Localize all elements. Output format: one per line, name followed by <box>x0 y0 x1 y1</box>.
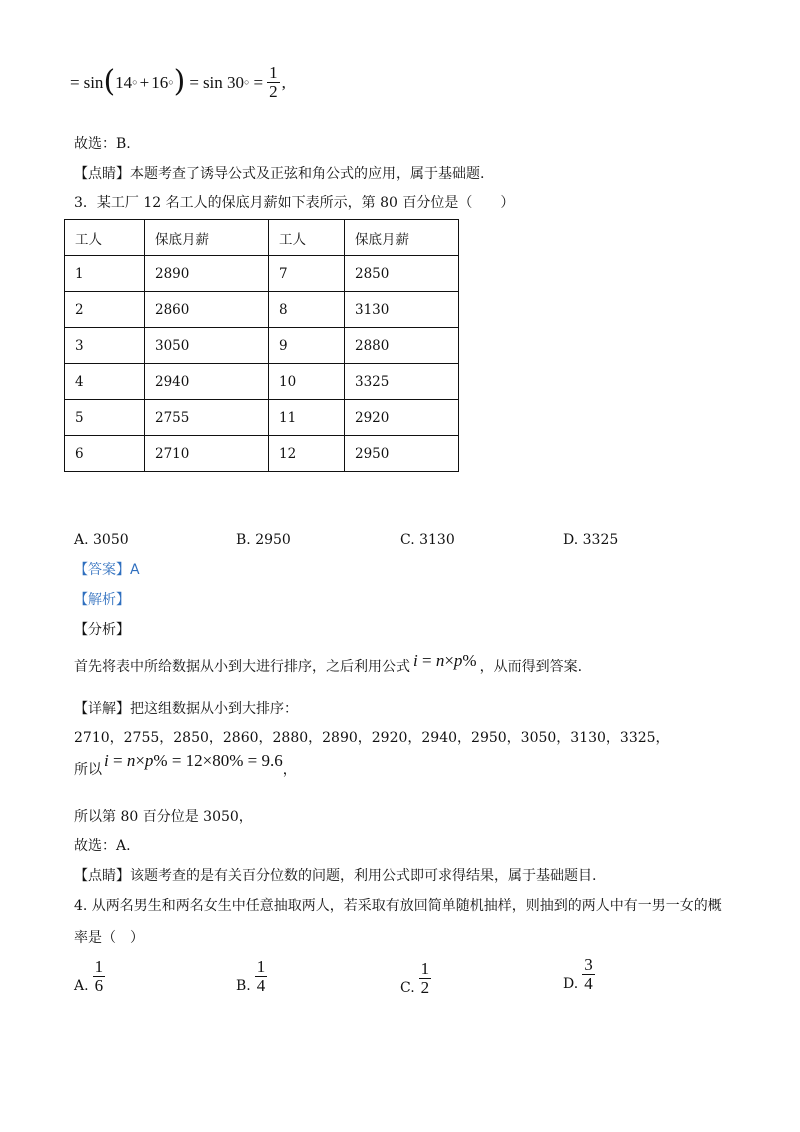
option-label: D. <box>563 975 579 992</box>
table-cell: 2860 <box>145 292 269 328</box>
table-header-cell: 工人 <box>269 220 345 256</box>
option-fraction <box>93 958 106 995</box>
equals-sign: = <box>189 72 199 92</box>
calc-line <box>74 751 297 778</box>
fenxi-text-pre: 首先将表中所给数据从小到大进行排序，之后利用公式 <box>74 658 410 675</box>
prev-choose: 故选：B. <box>74 136 131 152</box>
var-p: p <box>453 651 463 670</box>
table-cell: 2940 <box>145 364 269 400</box>
answer-tag: 【答案】 <box>74 562 130 578</box>
table-cell: 2950 <box>345 436 459 472</box>
detail-line <box>74 702 298 716</box>
table-cell: 3050 <box>145 328 269 364</box>
var-n: n <box>126 751 136 770</box>
sin30-label: sin 30 <box>202 72 245 92</box>
comma: ， <box>282 762 297 778</box>
conclusion: 所以第 80 百分位是 3050， <box>74 809 253 825</box>
answer-value: A <box>130 562 140 578</box>
option-fraction <box>419 960 432 997</box>
table-row <box>65 256 459 292</box>
table-row <box>65 400 459 436</box>
var-i: i <box>413 651 418 670</box>
degree-mark: ○ <box>244 76 250 87</box>
equation-sin-sum <box>70 62 286 102</box>
table-header-cell: 工人 <box>65 220 145 256</box>
table-header-row <box>65 220 459 256</box>
table-cell: 2880 <box>345 328 459 364</box>
table-cell: 5 <box>65 400 145 436</box>
option-d: D. 3325 <box>563 532 619 548</box>
comment-text: 本题考查了诱导公式及正弦和角公式的应用，属于基础题. <box>130 166 485 182</box>
option-b: B. 2950 <box>236 532 291 548</box>
table-cell: 2710 <box>145 436 269 472</box>
table-header-cell: 保底月薪 <box>145 220 269 256</box>
detail-text: 把这组数据从小到大排序： <box>130 701 298 717</box>
angle-a: 14 <box>115 72 133 92</box>
fraction-numerator: 1 <box>94 957 104 976</box>
table-row <box>65 292 459 328</box>
table-cell: 8 <box>269 292 345 328</box>
times-sign: × <box>444 651 454 670</box>
table-cell: 2850 <box>345 256 459 292</box>
question-3-stem: 3．某工厂 12 名工人的保底月薪如下表所示，第 80 百分位是（ ） <box>74 195 515 211</box>
option-c: C. 3130 <box>400 532 455 548</box>
equals-sign: = <box>70 72 80 92</box>
table-cell: 3 <box>65 328 145 364</box>
option-a: A. 3050 <box>74 532 129 548</box>
degree-mark: ○ <box>168 76 174 87</box>
table-cell: 7 <box>269 256 345 292</box>
suoyi-label: 所以 <box>74 762 102 778</box>
equals-sign: = <box>108 751 127 770</box>
fraction-numerator: 1 <box>256 957 266 976</box>
fraction-denominator: 6 <box>94 975 104 995</box>
fenxi-text-post: ，从而得到答案. <box>479 658 583 675</box>
times-sign: × <box>135 751 145 770</box>
q4-option-c <box>400 960 431 997</box>
fraction-numerator: 1 <box>420 959 430 978</box>
sin-label: sin <box>83 72 104 92</box>
question-4-stem-line2: 率是（ ） <box>74 930 144 946</box>
table-cell: 2755 <box>145 400 269 436</box>
comment-text: 该题考查的是有关百分位数的问题，利用公式即可求得结果，属于基础题目. <box>130 868 597 884</box>
table-row <box>65 436 459 472</box>
option-label: A. <box>74 977 89 994</box>
fraction-denominator: 2 <box>269 81 278 101</box>
angle-b: 16 <box>151 72 169 92</box>
var-n: n <box>435 651 445 670</box>
table-cell: 4 <box>65 364 145 400</box>
table-header-cell: 保底月薪 <box>345 220 459 256</box>
fraction-denominator: 2 <box>420 977 430 997</box>
table-cell: 3130 <box>345 292 459 328</box>
q4-option-d <box>563 956 595 993</box>
formula-percentile-index <box>413 652 477 669</box>
percent-sign: % <box>462 651 477 670</box>
left-paren: ( <box>103 64 116 99</box>
q4-option-a <box>74 958 105 995</box>
table-cell: 2890 <box>145 256 269 292</box>
question-4-stem-line1: 4. 从两名男生和两名女生中任意抽取两人，若采取有放回简单随机抽样，则抽到的两人中有一男一女的概 <box>74 898 722 914</box>
table-row <box>65 328 459 364</box>
option-label: B. <box>236 977 251 994</box>
equals-sign: = <box>417 651 436 670</box>
right-paren: ) <box>173 64 186 99</box>
answer-line <box>74 563 140 577</box>
table-cell: 12 <box>269 436 345 472</box>
fraction-numerator: 3 <box>584 955 593 974</box>
fenxi-tag: 【分析】 <box>74 622 130 638</box>
var-p: p <box>144 751 154 770</box>
sorted-data: 2710，2755，2850，2860，2880，2890，2920，2940，2950，3050，3130，3325， <box>74 730 670 746</box>
table-cell: 11 <box>269 400 345 436</box>
q3-comment <box>74 869 596 883</box>
table-cell: 1 <box>65 256 145 292</box>
option-fraction <box>582 956 595 993</box>
table-cell: 10 <box>269 364 345 400</box>
fraction-one-half <box>267 64 280 101</box>
analysis-tag: 【解析】 <box>74 592 130 608</box>
fraction-numerator: 1 <box>269 62 278 82</box>
formula-calc <box>104 752 283 769</box>
calc-result: % = 12×80% = 9.6 <box>153 751 283 770</box>
detail-tag: 【详解】 <box>74 701 130 717</box>
table-cell: 9 <box>269 328 345 364</box>
fraction-denominator: 4 <box>584 973 593 993</box>
q4-option-b <box>236 958 267 995</box>
degree-mark: ○ <box>132 76 138 87</box>
option-fraction <box>255 958 268 995</box>
comma: , <box>281 72 286 92</box>
var-i: i <box>104 751 109 770</box>
comment-tag: 【点睛】 <box>74 868 130 884</box>
fenxi-text <box>74 651 583 675</box>
prev-comment <box>74 167 484 181</box>
fraction-denominator: 4 <box>256 975 266 995</box>
table-row <box>65 364 459 400</box>
table-cell: 3325 <box>345 364 459 400</box>
equals-sign: = <box>253 72 264 92</box>
option-label: C. <box>400 979 415 996</box>
salary-table <box>64 219 459 472</box>
table-cell: 6 <box>65 436 145 472</box>
choose-a: 故选：A. <box>74 838 131 854</box>
table-cell: 2 <box>65 292 145 328</box>
plus-sign: + <box>139 72 150 92</box>
table-cell: 2920 <box>345 400 459 436</box>
comment-tag: 【点睛】 <box>74 166 130 182</box>
